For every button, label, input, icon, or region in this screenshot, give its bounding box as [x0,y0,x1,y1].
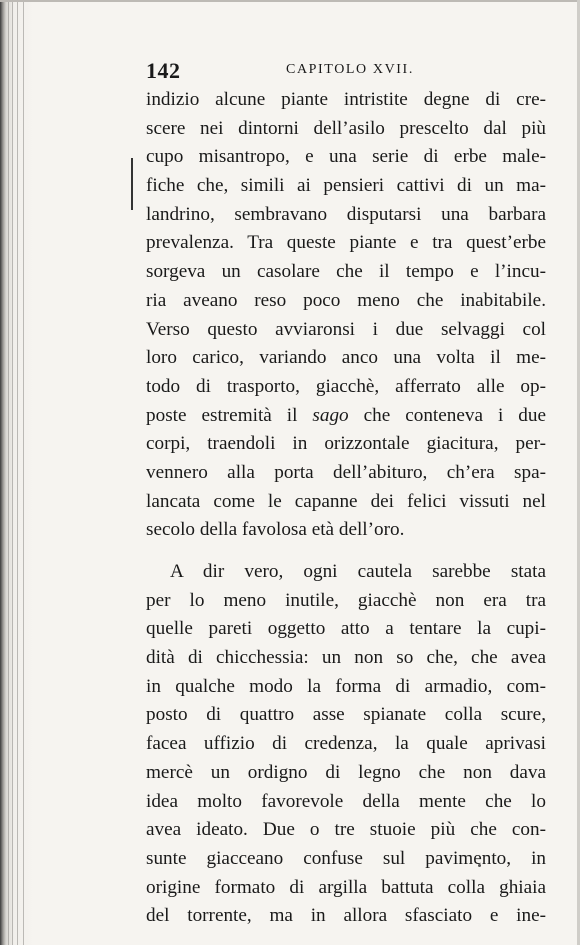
text-line: facea uffizio di credenza, la quale aprivasi [146,733,546,755]
text-line: scere nei dintorni dell’asilo prescelto dal più [146,117,546,139]
text-line: todo di trasporto, giacchè, afferrato alle op- [146,375,546,397]
text-line: loro carico, variando anco una volta il me- [146,347,546,369]
body-text [146,86,546,931]
text-line: lancata come le capanne dei felici vissuti nel [146,490,546,512]
text-line: idea molto favorevole della mente che lo [146,790,546,812]
text-line: per lo meno inutile, giacchè non era tra [146,589,546,611]
text-line: mercè un ordigno di legno che non dava [146,761,546,783]
text-line: dità di chicchessia: un non so che, che avea [146,647,546,669]
text-line: cupo misantropo, e una serie di erbe male- [146,146,546,168]
text-line: corpi, traendoli in orizzontale giacitura, per- [146,433,546,455]
text-line: posto di quattro asse spianate colla scure, [146,704,546,726]
text-line: Verso questo avviaronsi i due selvaggi col [146,318,546,340]
text-line: A dir vero, ogni cautela sarebbe stata [170,561,546,582]
text-line: avea ideato. Due o tre stuoie più che con- [146,819,546,841]
text-line: sunte giacceano confuse sul pavimento, in [146,847,546,869]
page-header [146,60,546,82]
text-fragment: che conteneva i due [348,404,546,426]
page-top-edge [0,0,580,2]
text-line: quelle pareti oggetto atto a tentare la cupi- [146,618,546,640]
text-line: indizio alcune piante intristite degne di cre- [146,89,546,110]
text-line: ria aveano reso poco meno che inabitabile. [146,289,546,311]
text-line-with-italic [146,402,546,431]
text-fragment: poste estremità il [146,404,313,426]
page-number: 142 [146,58,181,83]
text-line: landrino, sembravano disputarsi una barbara [146,203,546,225]
margin-pencil-mark [128,158,136,210]
text-line: fiche che, simili ai pensieri cattivi di un ma- [146,175,546,197]
text-line: in qualche modo la forma di armadio, com- [146,675,546,697]
text-line: sorgeva un casolare che il tempo e l’incu- [146,261,546,283]
text-line: origine formato di argilla battuta colla ghiaia [146,876,546,898]
italic-word: sago [312,404,349,426]
text-line: del torrente, ma in allora sfasciato e ine- [146,905,546,927]
running-head: CAPITOLO XVII. [286,62,414,77]
text-line: secolo della favolosa età dell’oro. [146,519,405,541]
book-gutter [0,0,34,945]
text-line: vennero alla porta dell’abituro, ch’era spa- [146,461,546,483]
text-line: prevalenza. Tra queste piante e tra quest’erbe [146,232,546,254]
